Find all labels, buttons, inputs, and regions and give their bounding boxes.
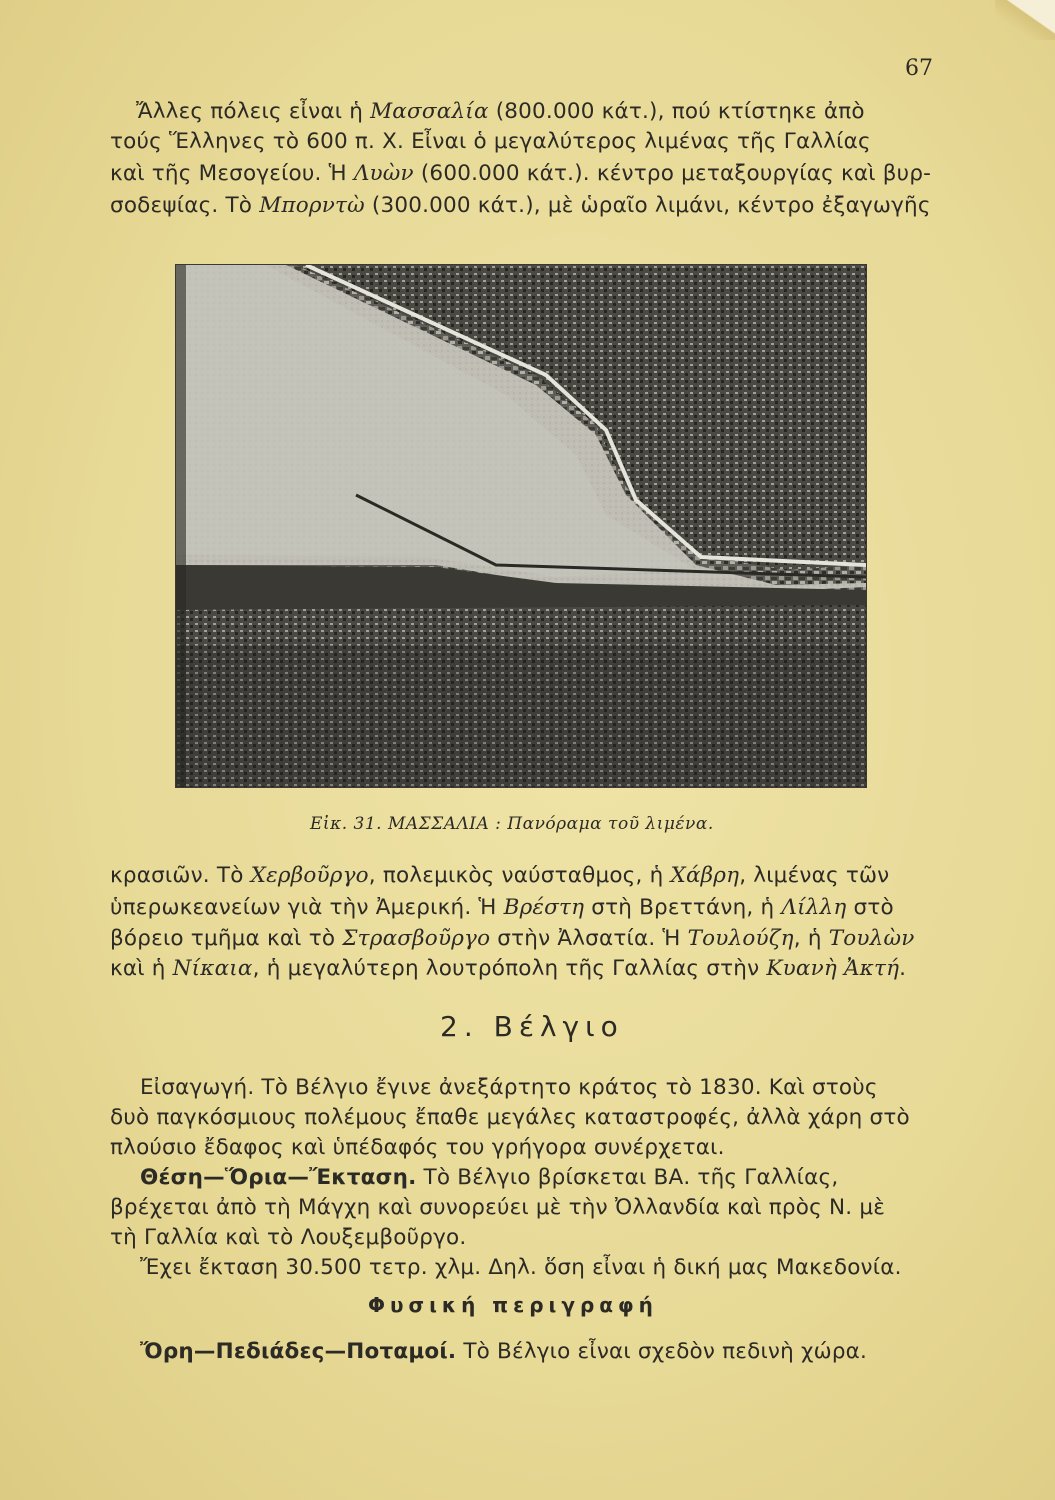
- position-line-1: [140, 1164, 838, 1192]
- text-run: Τὸ Βέλγιο βρίσκεται ΒΑ. τῆς Γαλλίας,: [416, 1165, 839, 1190]
- physical-description-heading: Φυσική περιγραφή: [368, 1293, 658, 1317]
- place-name-cote-d-azur: Κυανὴ Ἀκτή: [766, 956, 900, 981]
- text-run: (300.000 κάτ.), μὲ ὡραῖο λιμάνι, κέντρο ἐξαγωγῆς: [364, 193, 931, 218]
- middle-paragraph-line-3: [110, 925, 915, 953]
- position-line-2: βρέχεται ἀπὸ τὴ Μάγχη καὶ συνορεύει μὲ τὴν Ὀλλανδία καὶ πρὸς Ν. μὲ: [110, 1195, 886, 1220]
- top-paragraph-line-4: [110, 192, 931, 220]
- text-run: στὴ Βρεττάνη, ἡ: [584, 895, 782, 920]
- text-run: Τὸ Βέλγιο εἶναι σχεδὸν πεδινὴ χώρα.: [456, 1339, 868, 1364]
- intro-line-3: πλούσιο ἔδαφος καὶ ὑπέδαφός του γρήγορα συνέρχεται.: [110, 1135, 725, 1160]
- text-run: στὴν Ἀλσατία. Ἡ: [490, 926, 688, 951]
- text-run: καὶ τῆς Μεσογείου. Ἡ: [110, 161, 354, 186]
- top-paragraph-line-1: [136, 98, 865, 126]
- top-paragraph-line-3: [110, 160, 931, 188]
- place-name-cherbourg: Χερβοῦργο: [250, 863, 369, 888]
- text-run: (800.000 κάτ.), πού κτίστηκε ἀπὸ: [488, 99, 865, 124]
- text-run: Ἄλλες πόλεις εἶναι ἡ: [136, 99, 371, 124]
- position-line-4: Ἔχει ἔκταση 30.500 τετρ. χλμ. Δηλ. ὅση εἶναι ἡ δική μας Μακεδονία.: [140, 1255, 902, 1280]
- intro-line-2: δυὸ παγκόσμιους πολέμους ἔπαθε μεγάλες καταστροφές, ἀλλὰ χάρη στὸ: [110, 1105, 910, 1130]
- mountains-plains-rivers-heading: Ὄρη—Πεδιάδες—Ποταμοί.: [140, 1339, 457, 1364]
- text-run: , ἡ μεγαλύτερη λουτρόπολη τῆς Γαλλίας στὴν: [252, 956, 767, 981]
- middle-paragraph-line-1: [110, 862, 889, 890]
- text-run: , λιμένας τῶν: [739, 863, 890, 888]
- place-name-toulon: Τουλὼν: [828, 926, 915, 951]
- section-title-belgium: 2. Βέλγιο: [440, 1010, 624, 1043]
- place-name-toulouse: Τουλούζη: [687, 926, 794, 951]
- text-run: κρασιῶν. Τὸ: [110, 863, 251, 888]
- place-name-marseille: Μασσαλία: [370, 99, 489, 124]
- middle-paragraph-line-4: [110, 955, 906, 983]
- position-line-3: τὴ Γαλλία καὶ τὸ Λουξεμβοῦργο.: [110, 1225, 467, 1250]
- position-heading: Θέση—Ὅρια—Ἔκταση.: [140, 1165, 417, 1190]
- text-run: , πολεμικὸς ναύσταθμος, ἡ: [368, 863, 671, 888]
- page-number: 67: [905, 56, 933, 81]
- text-run: σοδεψίας. Τὸ: [110, 193, 260, 218]
- top-paragraph-line-2: τούς Ἕλληνες τὸ 600 π. Χ. Εἶναι ὁ μεγαλύτερος λιμένας τῆς Γαλλίας: [110, 129, 871, 154]
- physical-line-1: [140, 1338, 867, 1366]
- text-run: (600.000 κάτ.). κέντρο μεταξουργίας καὶ βυρ-: [413, 161, 932, 186]
- text-run: βόρειο τμῆμα καὶ τὸ: [110, 926, 343, 951]
- place-name-strasbourg: Στρασβοῦργο: [342, 926, 491, 951]
- page-corner-fold: [995, 0, 1055, 40]
- text-run: καὶ ἡ: [110, 956, 173, 981]
- middle-paragraph-line-2: [110, 894, 894, 922]
- place-name-le-havre: Χάβρη: [670, 863, 740, 888]
- text-run: .: [899, 956, 907, 981]
- marseille-harbor-photo: [176, 265, 866, 787]
- intro-line-1: Εἰσαγωγή. Τὸ Βέλγιο ἔγινε ἀνεξάρτητο κράτος τὸ 1830. Καὶ στοὺς: [140, 1075, 878, 1100]
- place-name-nice: Νίκαια: [172, 956, 253, 981]
- figure-caption: Εἰκ. 31. ΜΑΣΣΑΛΙΑ : Πανόραμα τοῦ λιμένα.: [310, 814, 714, 834]
- place-name-lille: Λίλλη: [781, 895, 847, 920]
- text-run: στὸ: [846, 895, 894, 920]
- text-run: ὑπερωκεανείων γιὰ τὴν Ἀμερική. Ἡ: [110, 895, 504, 920]
- text-run: , ἡ: [793, 926, 829, 951]
- place-name-brest: Βρέστη: [503, 895, 585, 920]
- place-name-bordeaux: Μπορντὼ: [259, 193, 365, 218]
- place-name-lyon: Λυὼν: [353, 161, 414, 186]
